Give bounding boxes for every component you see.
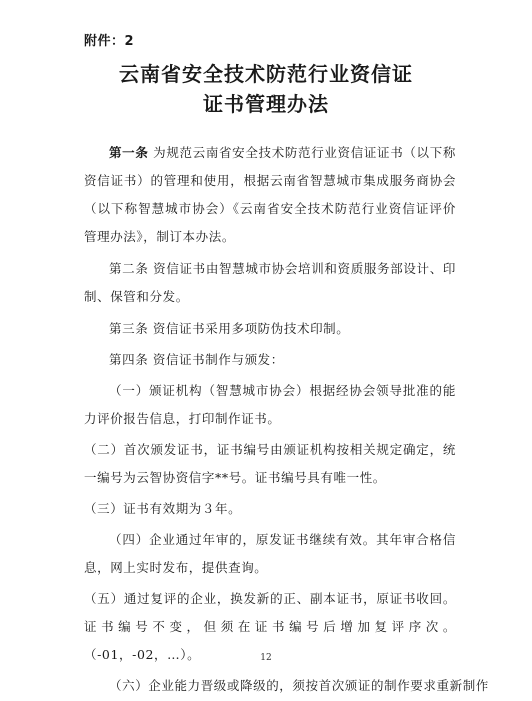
article-1-text: 为规范云南省安全技术防范行业资信证证书（以下称资信证书）的管理和使用，根据云南省智慧城市集成服务商协会（以下称智慧城市协会）《云南省安全技术防范行业资信证评价管理办法》，制订本办法。 xyxy=(84,145,456,244)
article-4-item-4: （四）企业通过年审的，原发证书继续有效。其年审合格信息，网上实时发布，提供查询。 xyxy=(84,532,456,575)
article-4-item-3: （三）证书有效期为３年。 xyxy=(84,501,242,516)
document-body xyxy=(84,139,489,700)
article-4-item-1: （一）颁证机构（智慧城市协会）根据经协会领导批准的能力评价报告信息，打印制作证书。 xyxy=(84,383,456,426)
article-1 xyxy=(84,139,456,251)
article-4-item-5: （五）通过复评的企业，换发新的正、副本证书，原证书收回。证书编号不变，但须在证书编号后增加复评序次。（-01，-02，…）。 xyxy=(84,591,456,662)
article-4-item-2: （二）首次颁发证书，证书编号由颁证机构按相关规定确定，统一编号为云智协资信字**号。证书编号具有唯一性。 xyxy=(84,442,456,485)
article-3: 第三条 资信证书采用多项防伪技术印制。 xyxy=(109,321,350,336)
article-4-item-6: （六）企业能力晋级或降级的，须按首次颁证的制作要求重新制作 xyxy=(109,678,489,693)
article-4: 第四条 资信证书制作与颁发： xyxy=(109,352,284,367)
document-title-line-2: 证书管理办法 xyxy=(203,92,329,116)
article-1-heading: 第一条 xyxy=(109,145,149,160)
attachment-label: 附件：2 xyxy=(84,34,135,49)
article-2: 第二条 资信证书由智慧城市协会培训和资质服务部设计、印制、保管和分发。 xyxy=(84,261,456,304)
page-number: 12 xyxy=(260,653,272,663)
document-title-line-1: 云南省安全技术防范行业资信证 xyxy=(119,62,413,86)
